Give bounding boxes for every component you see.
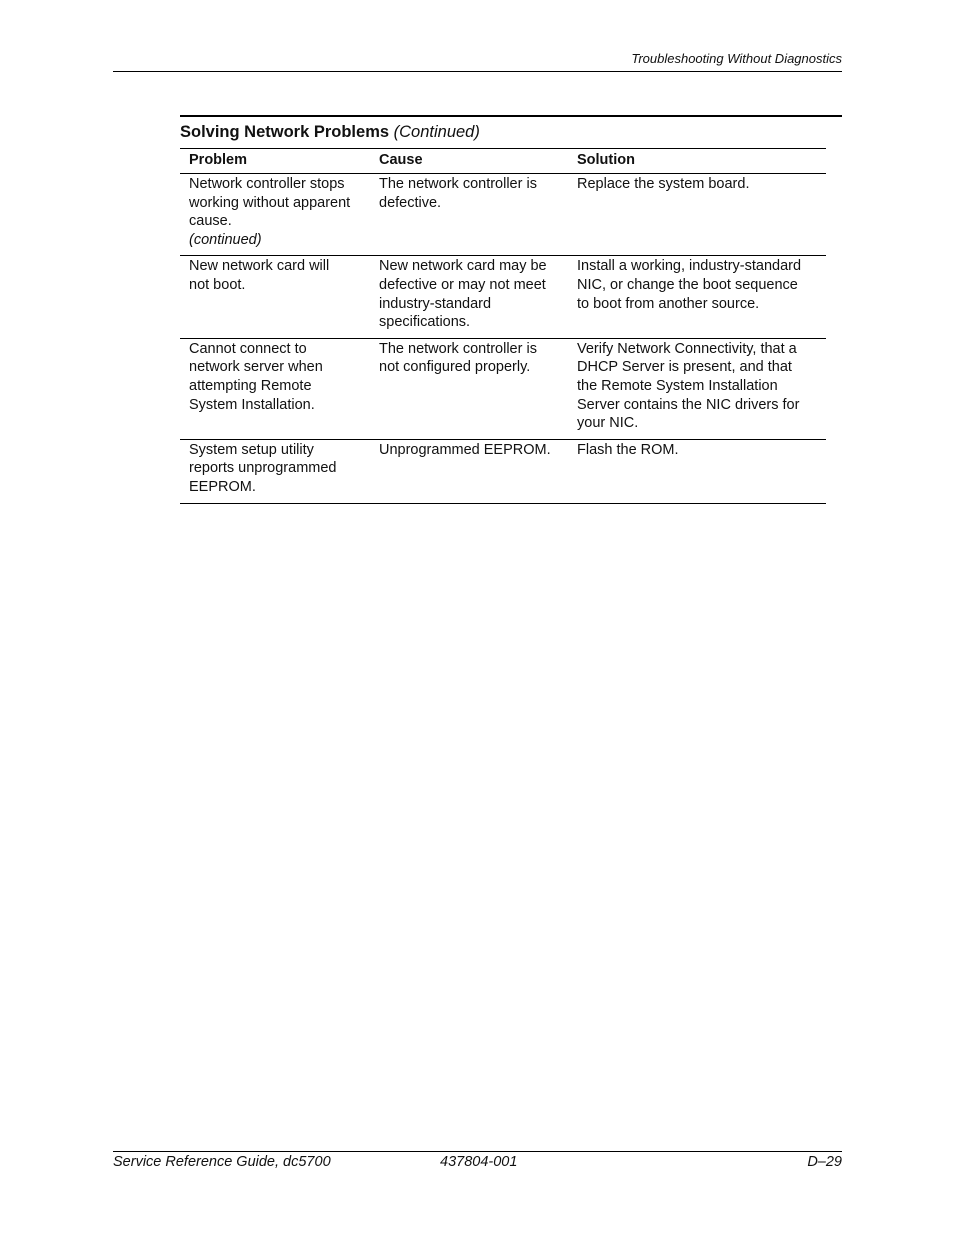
problem-line: cause. (189, 213, 232, 230)
running-header: Troubleshooting Without Diagnostics (631, 51, 842, 66)
table-title-rule (180, 115, 842, 117)
footer-part-number: 437804-001 (440, 1154, 518, 1170)
problem-cell (180, 256, 370, 338)
cause-cell (370, 174, 568, 256)
table-title-suffix: (Continued) (393, 123, 480, 141)
cause-line: not configured properly. (379, 359, 531, 376)
problem-line: reports unprogrammed (189, 460, 337, 477)
table-title-text: Solving Network Problems (180, 123, 390, 141)
footer-page-number: D–29 (807, 1154, 842, 1170)
solution-line: NIC, or change the boot sequence (577, 276, 798, 293)
cause-line: industry-standard (379, 295, 492, 312)
footer-rule (113, 1151, 842, 1152)
column-header-solution: Solution (577, 152, 635, 168)
problem-line: New network card will (189, 258, 330, 275)
problem-line: EEPROM. (189, 478, 256, 495)
cause-cell (370, 439, 568, 503)
problem-cell (180, 174, 370, 256)
problem-line: System setup utility (189, 441, 314, 458)
solution-cell (568, 338, 826, 439)
problem-continued-note: (continued) (189, 231, 262, 248)
solution-line: your NIC. (577, 415, 639, 432)
footer-document-title: Service Reference Guide, dc5700 (113, 1154, 331, 1170)
solution-cell (568, 256, 826, 338)
table-row (180, 338, 826, 439)
cause-cell (370, 338, 568, 439)
problem-line: working without apparent (189, 194, 351, 211)
cause-line: Unprogrammed EEPROM. (379, 441, 551, 458)
solution-line: Flash the ROM. (577, 441, 679, 458)
problem-cell (180, 439, 370, 503)
problem-line: attempting Remote (189, 377, 312, 394)
solution-line: Install a working, industry-standard (577, 258, 802, 275)
header-rule (113, 71, 842, 72)
solution-line: Server contains the NIC drivers for (577, 396, 800, 413)
table-title (180, 121, 842, 148)
network-problems-table (180, 148, 826, 504)
solution-line: DHCP Server is present, and that (577, 359, 792, 376)
solution-cell (568, 439, 826, 503)
cause-line: defective or may not meet (379, 276, 546, 293)
table-header-row (180, 149, 826, 174)
cause-cell (370, 256, 568, 338)
solution-line: Verify Network Connectivity, that a (577, 340, 797, 357)
problem-cell (180, 338, 370, 439)
column-header-problem: Problem (189, 152, 248, 168)
cause-line: New network card may be (379, 258, 547, 275)
network-problems-table-section (180, 115, 842, 504)
cause-line: defective. (379, 194, 442, 211)
solution-cell (568, 174, 826, 256)
solution-line: to boot from another source. (577, 295, 760, 312)
solution-line: the Remote System Installation (577, 377, 778, 394)
table-row (180, 256, 826, 338)
column-header-cause: Cause (379, 152, 423, 168)
problem-line: not boot. (189, 276, 246, 293)
problem-line: Network controller stops (189, 176, 345, 192)
cause-line: specifications. (379, 314, 471, 331)
problem-line: network server when (189, 359, 323, 376)
problem-line: System Installation. (189, 396, 315, 413)
problem-line: Cannot connect to (189, 340, 307, 357)
table-row (180, 439, 826, 503)
cause-line: The network controller is (379, 340, 537, 357)
solution-line: Replace the system board. (577, 176, 750, 192)
cause-line: The network controller is (379, 176, 537, 192)
table-row (180, 174, 826, 256)
